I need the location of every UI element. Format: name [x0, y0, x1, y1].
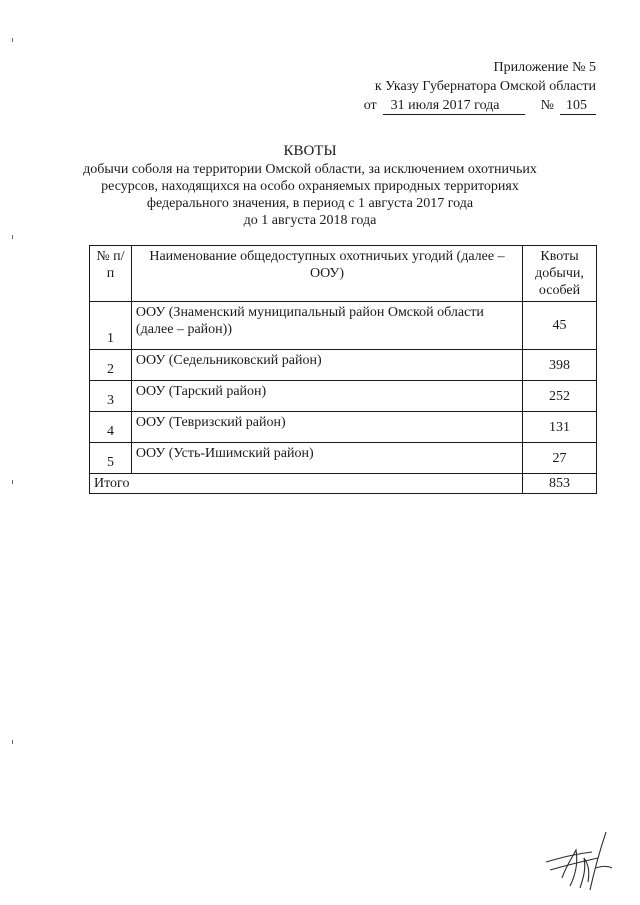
table-total-row — [90, 474, 597, 494]
row-name: ООУ (Тарский район) — [131, 381, 522, 412]
row-number: 5 — [90, 443, 132, 474]
margin-mark — [12, 480, 13, 484]
table-row — [90, 350, 597, 381]
row-name: ООУ (Седельниковский район) — [131, 350, 522, 381]
total-label: Итого — [90, 474, 523, 494]
margin-mark — [12, 235, 13, 239]
row-number: 4 — [90, 412, 132, 443]
annex-header — [364, 58, 596, 115]
annex-number-prefix: № — [540, 98, 554, 113]
header-number: № п/п — [90, 246, 132, 302]
total-value: 853 — [523, 474, 597, 494]
annex-date-prefix: от — [363, 98, 377, 113]
row-number: 3 — [90, 381, 132, 412]
header-name: Наименование общедоступных охотничьих угодий (далее – ООУ) — [131, 246, 522, 302]
margin-mark — [12, 38, 13, 42]
row-quota: 398 — [523, 350, 597, 381]
document-heading — [80, 143, 540, 229]
row-name: ООУ (Знаменский муниципальный район Омской области (далее – район)) — [131, 302, 522, 350]
row-quota: 27 — [523, 443, 597, 474]
row-name: ООУ (Усть-Ишимский район) — [131, 443, 522, 474]
heading-line-1: добычи соболя на территории Омской области, за исключением охотничьих — [83, 162, 537, 177]
row-quota: 252 — [523, 381, 597, 412]
row-quota: 131 — [523, 412, 597, 443]
annex-date: 31 июля 2017 года — [383, 98, 525, 115]
table-row — [90, 302, 597, 350]
heading-line-4: до 1 августа 2018 года — [243, 213, 377, 228]
row-quota: 45 — [523, 302, 597, 350]
table-row — [90, 443, 597, 474]
annex-date-number — [364, 96, 596, 115]
document-title: КВОТЫ — [283, 143, 337, 159]
margin-mark — [12, 740, 13, 744]
annex-title: Приложение № 5 — [493, 60, 596, 75]
heading-line-2: ресурсов, находящихся на особо охраняемых природных территориях — [101, 179, 519, 194]
annex-number: 105 — [560, 98, 596, 115]
row-number: 2 — [90, 350, 132, 381]
annex-decree-reference: к Указу Губернатора Омской области — [374, 79, 596, 94]
table-row — [90, 381, 597, 412]
header-quota: Квоты добычи, особей — [523, 246, 597, 302]
table-header-row — [90, 246, 597, 302]
heading-line-3: федерального значения, в период с 1 августа 2017 года — [146, 196, 474, 211]
signature-icon — [540, 828, 620, 898]
row-number: 1 — [90, 302, 132, 350]
row-name: ООУ (Тевризский район) — [131, 412, 522, 443]
quota-table — [89, 245, 597, 494]
table-row — [90, 412, 597, 443]
